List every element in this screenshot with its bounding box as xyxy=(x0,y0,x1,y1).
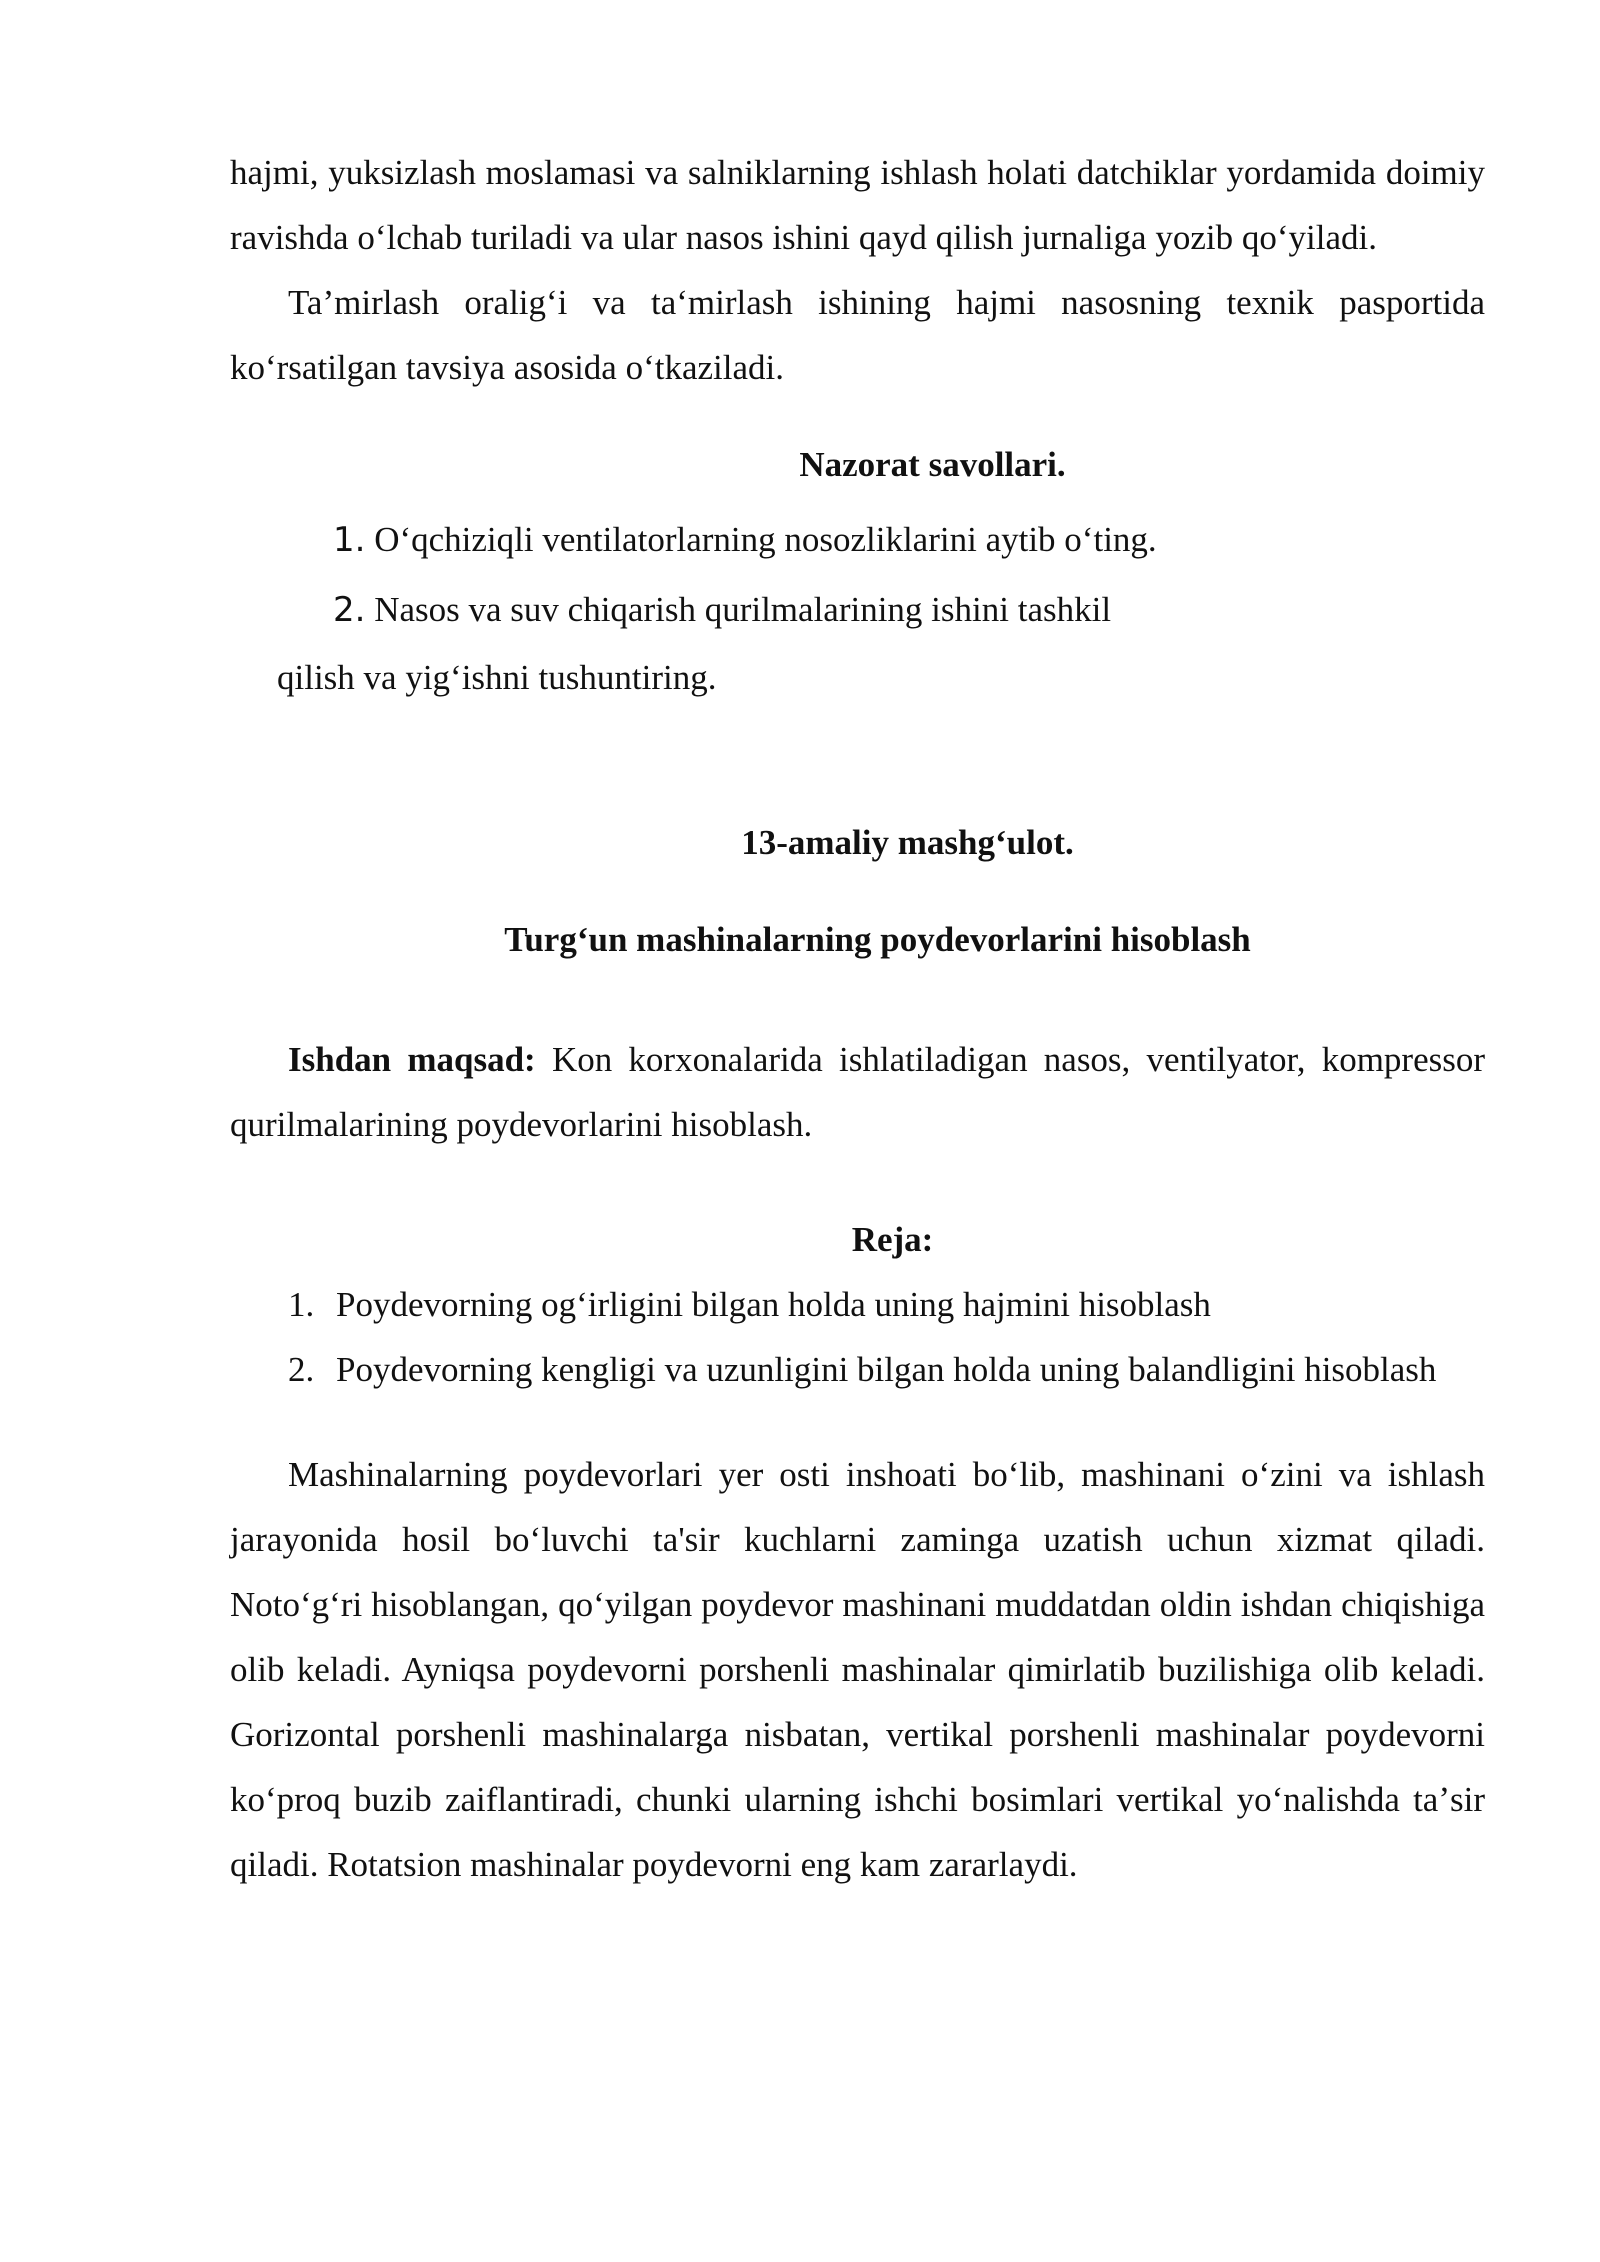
plan-item xyxy=(288,1272,1485,1337)
plan-item xyxy=(288,1337,1485,1402)
control-question-number: 2. xyxy=(333,590,366,630)
plan-list xyxy=(230,1272,1485,1402)
document-page xyxy=(230,140,1485,1897)
lesson-title: 13-amaliy mashgʻulot. xyxy=(741,823,1074,862)
lesson-subtitle: Turgʻun mashinalarning poydevorlarini hisoblash xyxy=(504,920,1251,959)
goal-text: Kon korxonalarida ishlatiladigan nasos, ventilyator, kompressor qurilmalarining poydevorlarini hisoblash. xyxy=(230,1040,1486,1144)
control-question-number: 1. xyxy=(333,520,366,560)
control-question-text: Oʻqchiziqli ventilatorlarning nosozliklarini aytib oʻting. xyxy=(374,520,1157,559)
plan-item-text: Poydevorning ogʻirligini bilgan holda uning hajmini hisoblash xyxy=(336,1285,1211,1324)
goal-paragraph xyxy=(230,1027,1485,1157)
plan-item-number: 2. xyxy=(288,1350,315,1389)
goal-label: Ishdan maqsad: xyxy=(288,1040,536,1079)
control-question-continuation: qilish va yigʻishni tushuntiring. xyxy=(277,658,717,697)
paragraph-foundations: Mashinalarning poydevorlari yer osti inshoati boʻlib, mashinani oʻzini va ishlash jarayonida hosil boʻluvchi ta'sir kuchlarni zaminga uzatish uchun xizmat qiladi. Notoʻgʻri hisoblangan, qoʻyilgan poydevor mashinani muddatdan oldin ishdan chiqishiga olib keladi. Ayniqsa poydevorni porshenli mashinalar qimirlatib buzilishiga olib keladi. Gorizontal porshenli mashinalarga nisbatan, vertikal porshenli mashinalar poydevorni koʻproq buzib zaiflantiradi, chunki ularning ishchi bosimlari vertikal yoʻnalishda taʼsir qiladi. Rotatsion mashinalar poydevorni eng kam zararlaydi. xyxy=(230,1455,1485,1884)
paragraph-repair-interval: Ta’mirlash oraligʻi va taʻmirlash ishining hajmi nasosning texnik pasportida koʻrsatilgan tavsiya asosida oʻtkaziladi. xyxy=(230,283,1485,387)
plan-item-number: 1. xyxy=(288,1285,315,1324)
control-question-item xyxy=(230,505,1485,575)
plan-item-text: Poydevorning kengligi va uzunligini bilgan holda uning balandligini hisoblash xyxy=(336,1350,1437,1389)
plan-title: Reja: xyxy=(851,1220,934,1259)
control-question-text: Nasos va suv chiqarish qurilmalarining ishini tashkil xyxy=(374,590,1112,629)
control-question-item xyxy=(230,575,1485,645)
control-questions-list xyxy=(230,505,1485,710)
control-questions-title: Nazorat savollari. xyxy=(799,445,1066,484)
paragraph-pump-monitoring: hajmi, yuksizlash moslamasi va salniklarning ishlash holati datchiklar yordamida doimiy ravishda oʻlchab turiladi va ular nasos ishini qayd qilish jurnaliga yozib qoʻyiladi. xyxy=(230,153,1485,257)
